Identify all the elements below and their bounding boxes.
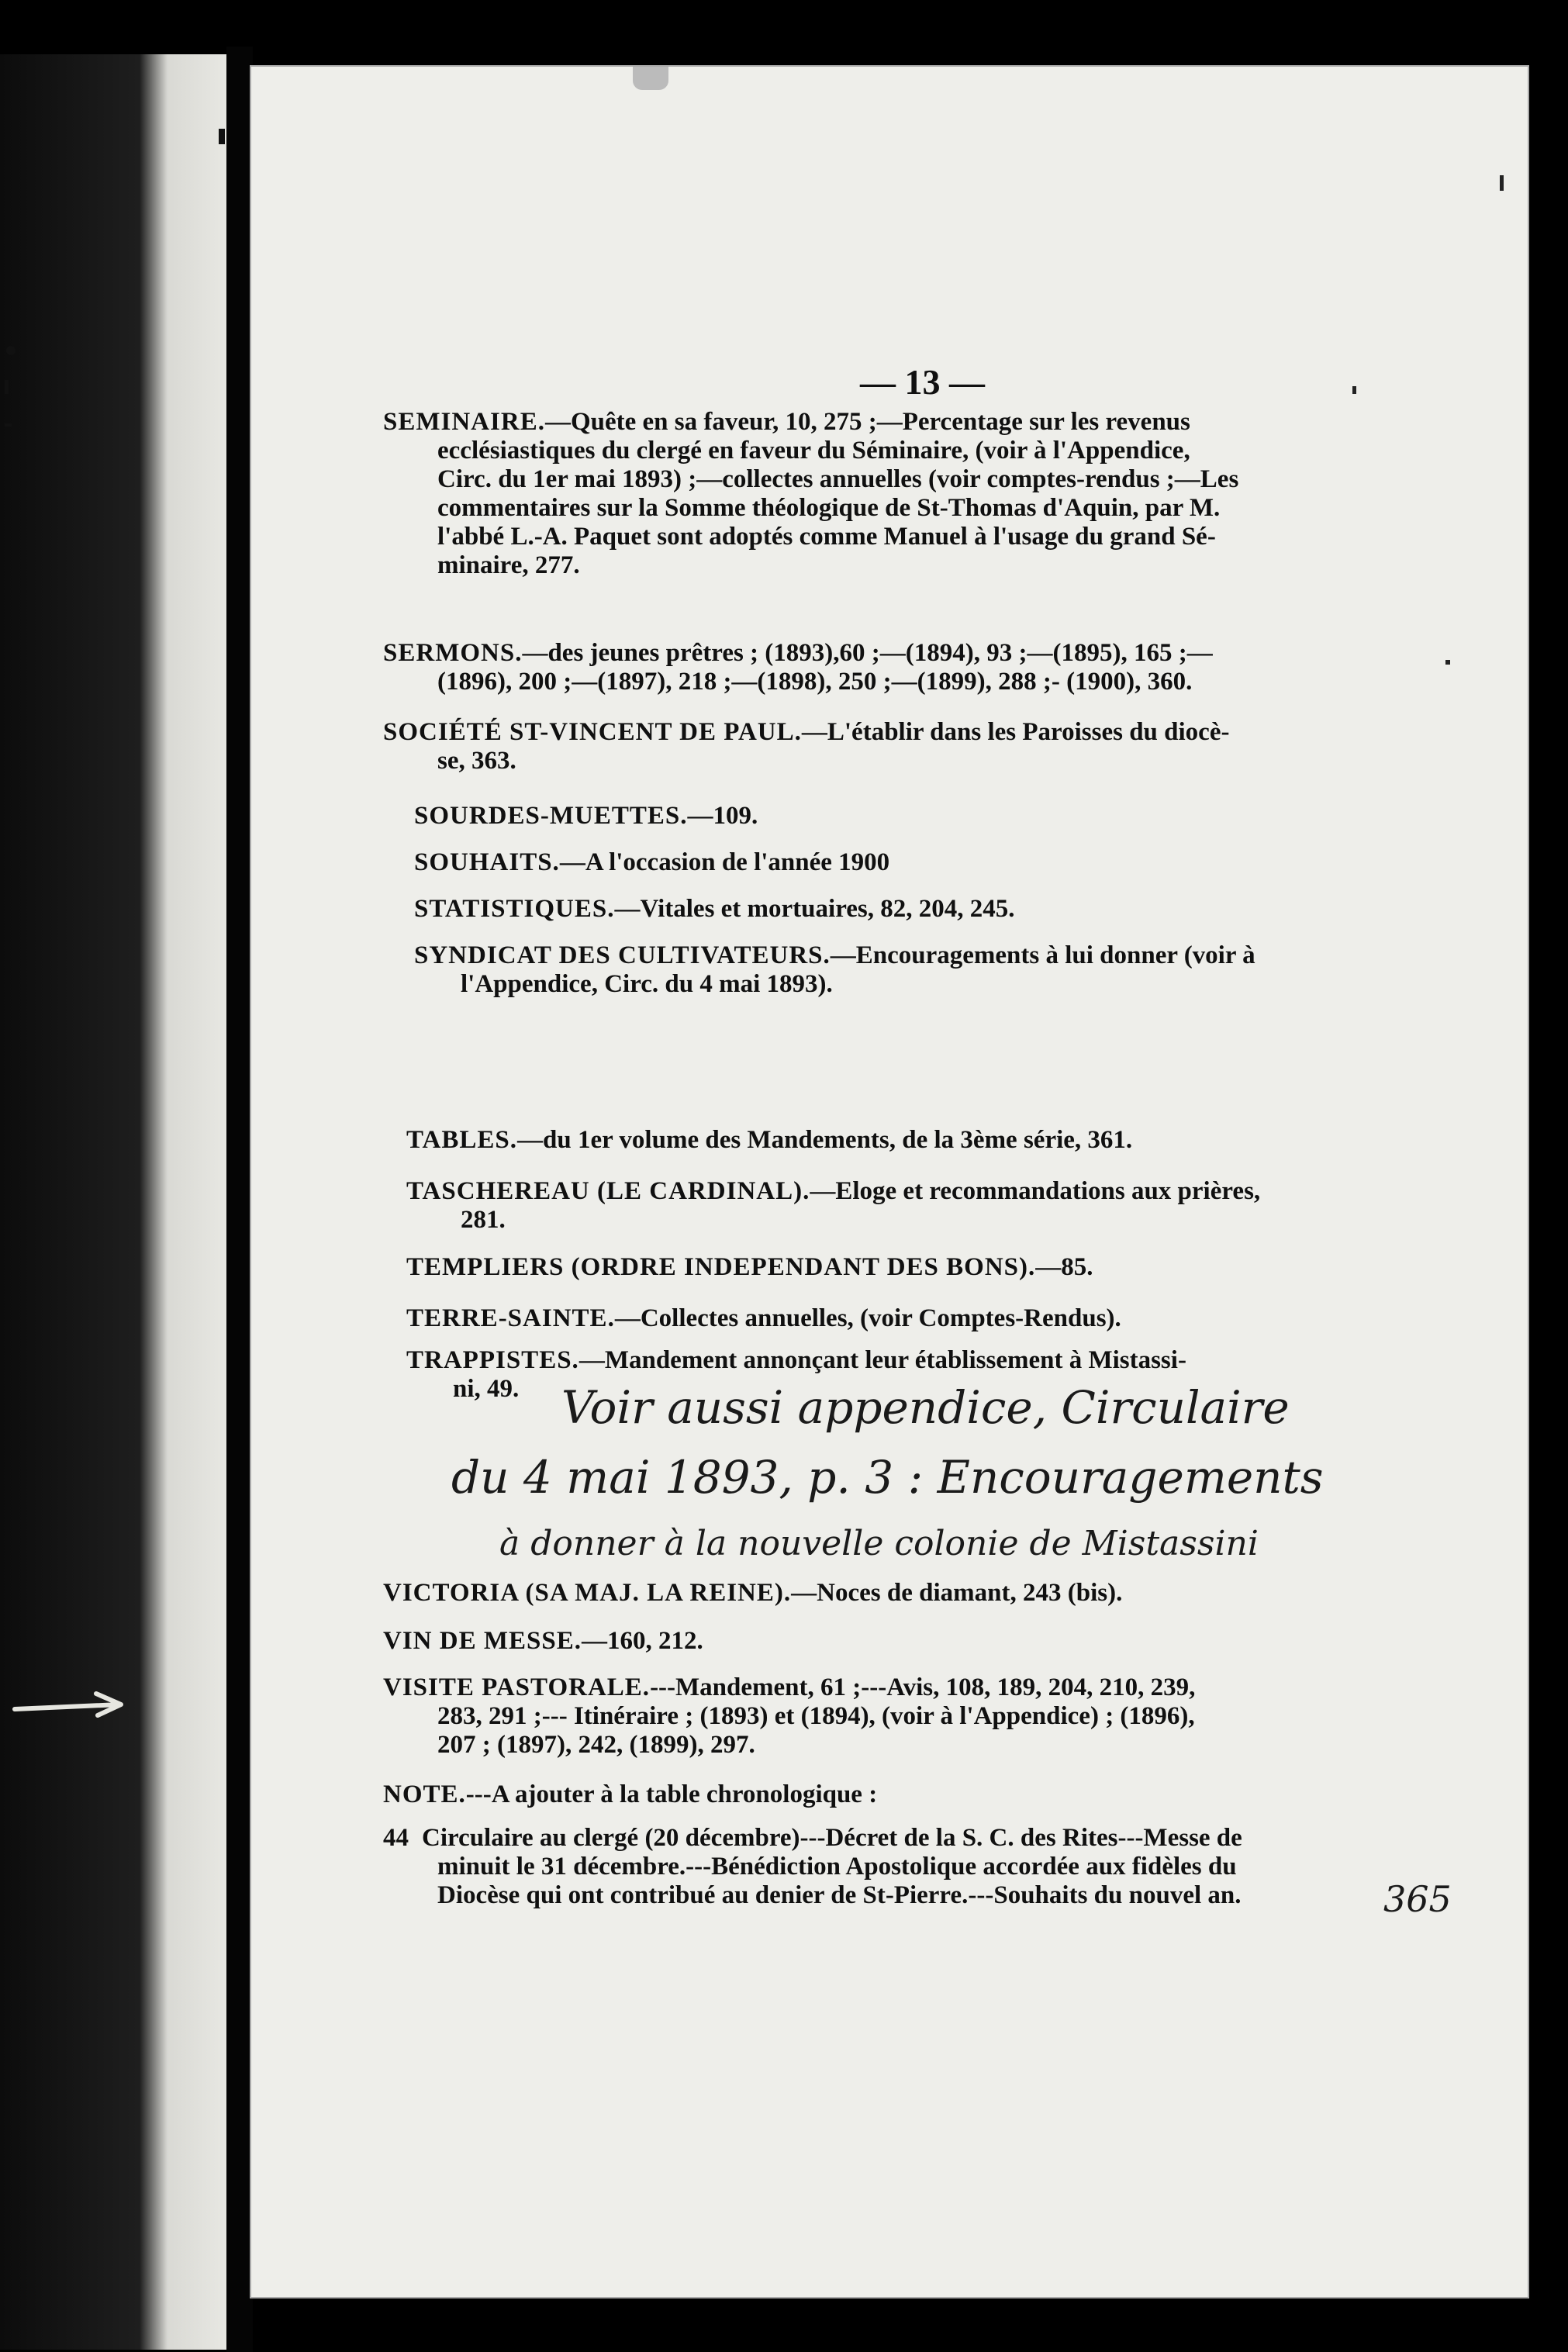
handwritten-page-reference: 365 [1383,1878,1452,1920]
entry-text: ecclésiastiques du clergé en faveur du Séminaire, (voir à l'Appendice, [437,437,1190,465]
entry-text: l'Appendice, Circ. du 4 mai 1893). [461,970,833,998]
entry-souhaits [414,848,889,877]
entry-sermons [383,639,1422,696]
entry-tables [406,1126,1132,1155]
entry-note [383,1780,877,1809]
entry-head: SOURDES-MUETTES. [414,802,688,830]
entry-sourdes-muettes [414,802,758,831]
entry-head: VISITE PASTORALE. [383,1673,651,1701]
entry-head: SERMONS. [383,639,523,667]
entry-text: 207 ; (1897), 242, (1899), 297. [437,1731,755,1759]
entry-text: se, 363. [437,747,516,775]
entry-statistiques [414,895,1014,924]
entry-text: —Vitales et mortuaires, 82, 204, 245. [614,895,1015,923]
entry-head: SYNDICAT DES CULTIVATEURS. [414,941,831,969]
entry-head: VIN DE MESSE. [383,1627,582,1655]
entry-text: 281. [461,1206,506,1234]
entry-templiers [406,1253,1093,1282]
ink-speck [1352,386,1356,394]
entry-victoria [383,1579,1122,1608]
page-number: — 13 — [860,362,985,402]
entry-text: —Mandement annonçant leur établissement à Mistassi- [579,1346,1186,1374]
previous-page-edge [0,54,233,2350]
entry-taschereau [406,1177,1445,1235]
entry-text: ---A ajouter à la table chronologique : [465,1780,878,1808]
handwritten-note-line-1: Voir aussi appendice, Circulaire [561,1381,1290,1434]
entry-seminaire [383,408,1422,580]
handwritten-note-line-2: du 4 mai 1893, p. 3 : Encouragements [451,1451,1324,1504]
handwritten-arrow [11,1689,127,1720]
entry-text: Circ. du 1er mai 1893) ;—collectes annuelles (voir comptes-rendus ;—Les [437,465,1239,493]
entry-text: ni, 49. [453,1375,520,1403]
entry-text: —Eloge et recommandations aux prières, [810,1177,1261,1205]
entry-text: —A l'occasion de l'année 1900 [559,848,890,876]
entry-head: TABLES. [406,1126,518,1154]
entry-text: Diocèse qui ont contribué au denier de St-Pierre.---Souhaits du nouvel an. [437,1881,1242,1909]
entry-head: VICTORIA (SA MAJ. LA REINE). [383,1579,792,1607]
entry-head: TASCHEREAU (LE CARDINAL). [406,1177,810,1205]
entry-text: l'abbé L.-A. Paquet sont adoptés comme Manuel à l'usage du grand Sé- [437,523,1216,551]
entry-44 [383,1824,1469,1910]
binding-gutter [226,47,253,2352]
ink-speck [1445,660,1450,665]
entry-societe [383,718,1422,775]
entry-text: (1896), 200 ;—(1897), 218 ;—(1898), 250 ;—(1899), 288 ;- (1900), 360. [437,668,1193,696]
entry-head: NOTE. [383,1780,466,1808]
entry-head: TRAPPISTES. [406,1346,579,1374]
entry-text: minaire, 277. [437,551,580,579]
entry-text: ---Mandement, 61 ;---Avis, 108, 189, 204, 210, 239, [650,1673,1196,1701]
entry-text: commentaires sur la Somme théologique de St-Thomas d'Aquin, par M. [437,494,1221,522]
ink-speck [1500,175,1504,191]
entry-head: STATISTIQUES. [414,895,615,923]
page-tab [633,67,668,90]
entry-text: —Encouragements à lui donner (voir à [830,941,1255,969]
entry-head: SOCIÉTÉ ST-VINCENT DE PAUL. [383,718,802,746]
entry-text: —109. [687,802,758,830]
item-number: 44 [383,1824,409,1852]
entry-text: —Noces de diamant, 243 (bis). [791,1579,1123,1607]
entry-text: minuit le 31 décembre.---Bénédiction Apostolique accordée aux fidèles du [437,1853,1237,1881]
entry-terre-sainte [406,1304,1121,1333]
entry-head: TERRE-SAINTE. [406,1304,615,1332]
document-page [250,65,1529,2298]
entry-head: TEMPLIERS (ORDRE INDEPENDANT DES BONS). [406,1253,1036,1281]
entry-head: SEMINAIRE. [383,408,545,436]
handwritten-note-line-3: à donner à la nouvelle colonie de Mistassini [499,1524,1259,1563]
entry-text: —des jeunes prêtres ; (1893),60 ;—(1894), 93 ;—(1895), 165 ;— [522,639,1213,667]
entry-text: —Quête en sa faveur, 10, 275 ;—Percentage sur les revenus [544,408,1190,436]
entry-head: SOUHAITS. [414,848,560,876]
entry-text: —85. [1035,1253,1093,1281]
entry-text: 283, 291 ;--- Itinéraire ; (1893) et (1894), (voir à l'Appendice) ; (1896), [437,1702,1195,1730]
entry-text: —Collectes annuelles, (voir Comptes-Rendus). [614,1304,1121,1332]
entry-visite-pastorale [383,1673,1469,1760]
entry-text: —L'établir dans les Paroisses du diocè- [801,718,1230,746]
entry-text: —160, 212. [581,1627,703,1655]
entry-text: Circulaire au clergé (20 décembre)---Décret de la S. C. des Rites---Messe de [422,1824,1242,1852]
entry-text: —du 1er volume des Mandements, de la 3ème série, 361. [517,1126,1133,1154]
entry-syndicat [414,941,1453,999]
entry-vin-de-messe [383,1627,703,1656]
